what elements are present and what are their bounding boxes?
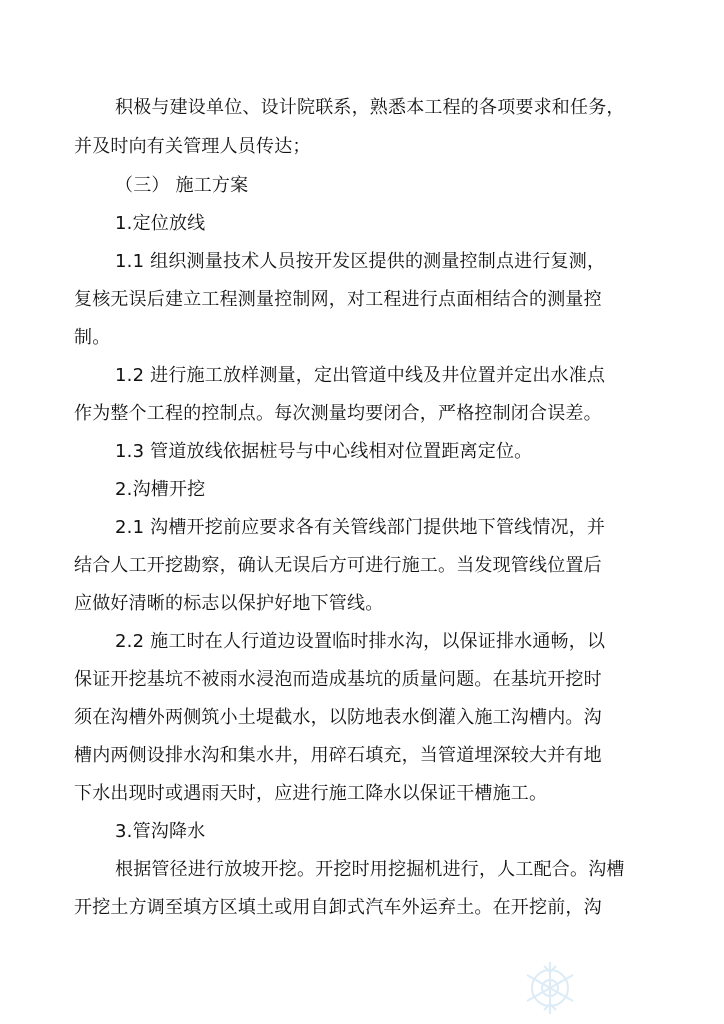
paragraph-line: 2.1 沟槽开挖前应要求各有关管线部门提供地下管线情况，并 [115, 517, 606, 538]
paragraph-line: 1.3 管道放线依据桩号与中心线相对位置距离定位。 [115, 441, 533, 462]
section-heading: （三） 施工方案 [115, 175, 249, 196]
subsection-heading: 3.管沟降水 [115, 821, 206, 842]
paragraph-line: 并及时向有关管理人员传达； [74, 136, 311, 157]
paragraph-line: 保证开挖基坑不被雨水浸泡而造成基坑的质量问题。在基坑开挖时 [74, 669, 602, 690]
paragraph-line: 结合人工开挖勘察，确认无误后方可进行施工。当发现管线位置后 [74, 555, 602, 576]
paragraph-line: 须在沟槽外两侧筑小土堤截水，以防地表水倒灌入施工沟槽内。沟 [74, 707, 602, 728]
paragraph-line: 下水出现时或遇雨天时，应进行施工降水以保证干槽施工。 [74, 783, 548, 804]
snowflake-watermark-icon [520, 958, 580, 1018]
subsection-heading: 1.定位放线 [115, 213, 206, 234]
paragraph-line: 槽内两侧设排水沟和集水井，用碎石填充，当管道埋深较大并有地 [74, 745, 602, 766]
subsection-heading: 2.沟槽开挖 [115, 479, 206, 500]
paragraph-line: 1.1 组织测量技术人员按开发区提供的测量控制点进行复测， [115, 251, 606, 272]
paragraph-line: 开挖土方调至填方区填土或用自卸式汽车外运弃土。在开挖前，沟 [74, 897, 602, 918]
paragraph-line: 2.2 施工时在人行道边设置临时排水沟，以保证排水通畅，以 [115, 631, 606, 652]
paragraph-line: 复核无误后建立工程测量控制网，对工程进行点面相结合的测量控 [74, 289, 602, 310]
paragraph-line: 制。 [74, 327, 111, 348]
paragraph-line: 1.2 进行施工放样测量，定出管道中线及井位置并定出水准点 [115, 365, 606, 386]
paragraph-line: 根据管径进行放坡开挖。开挖时用挖掘机进行，人工配合。沟槽 [115, 859, 625, 880]
paragraph-line: 作为整个工程的控制点。每次测量均要闭合，严格控制闭合误差。 [74, 403, 602, 424]
paragraph-line: 应做好清晰的标志以保护好地下管线。 [74, 593, 384, 614]
paragraph-line: 积极与建设单位、设计院联系，熟悉本工程的各项要求和任务， [115, 97, 625, 118]
